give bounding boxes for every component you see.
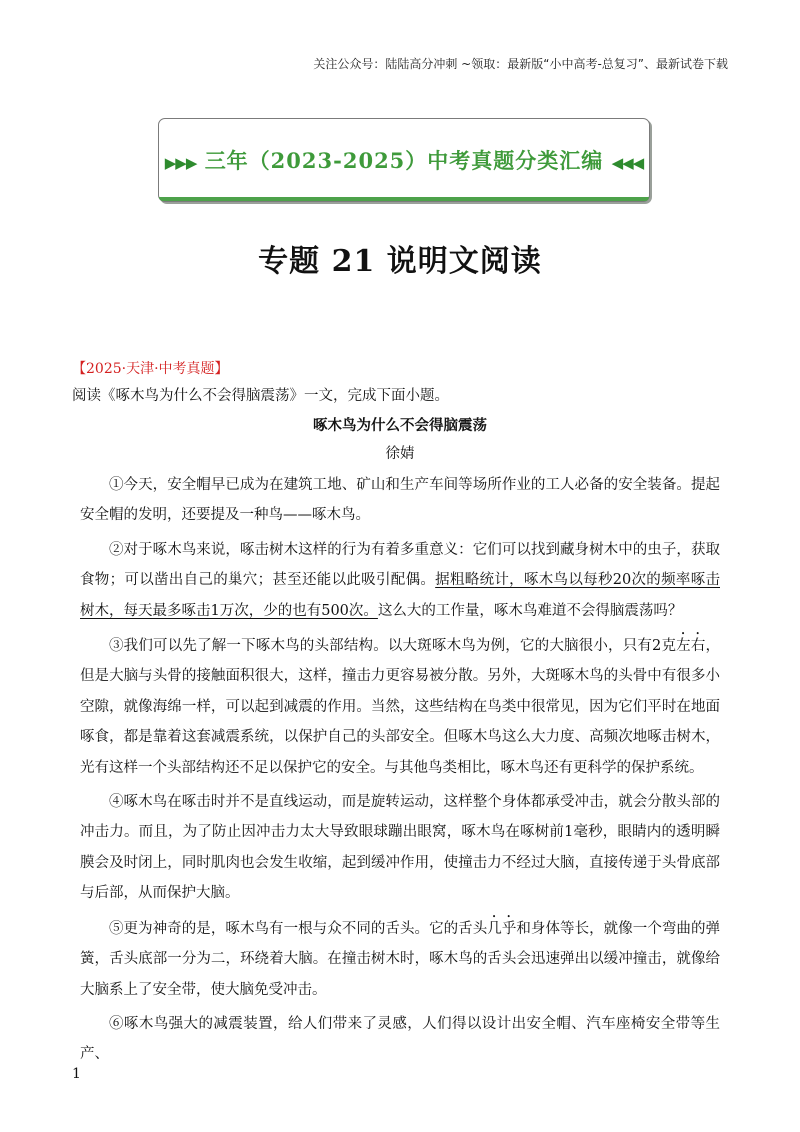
exam-source-label: 【2025·天津·中考真题】 bbox=[72, 361, 229, 377]
paragraph-2 bbox=[80, 535, 720, 626]
series-banner bbox=[158, 118, 650, 202]
banner-text-row bbox=[159, 145, 649, 175]
header-note: 关注公众号：陆陆高分冲刺 ~领取：最新版“小中高考-总复习”、最新试卷下载 bbox=[313, 57, 728, 71]
emphasized-word-zuoyou: 左右 bbox=[676, 638, 706, 655]
paragraph-3-end: ，但是大脑与头骨的接触面积很大，这样，撞击力更容易被分散。另外，大斑啄木鸟的头骨中有很多小空隙，就像海绵一样，可以起到减震的作用。当然，这些结构在鸟类中很常见，因为它们平时在地面啄食，都是靠着这套减震系统，以保护自己的头部安全。但啄木鸟这么大力度、高频次地啄击树木，光有这样一个头部结构还不足以保护它的安全。与其他鸟类相比，啄木鸟还有更科学的保护系统。 bbox=[80, 638, 720, 776]
underlined-sentence: 据粗略统计，啄木鸟以每秒20次的频率啄击树木，每天最多啄击1万次，少的也有500次。 bbox=[80, 572, 720, 619]
article-author: 徐婧 bbox=[385, 446, 415, 462]
reading-instruction: 阅读《啄木鸟为什么不会得脑震荡》一文，完成下面小题。 bbox=[72, 388, 449, 404]
banner-title: 三年（2023-2025）中考真题分类汇编 bbox=[204, 148, 604, 173]
emphasized-word-jihu: 几乎 bbox=[487, 920, 517, 937]
banner-right-arrows-icon: ◀◀◀ bbox=[611, 154, 644, 172]
paragraph-2-end: 这么大的工作量，啄木鸟难道不会得脑震荡吗？ bbox=[377, 602, 683, 619]
paragraph-6: ⑥啄木鸟强大的减震装置，给人们带来了灵感，人们得以设计出安全帽、汽车座椅安全带等生产、 bbox=[80, 1015, 720, 1063]
banner-bottom-stripe bbox=[159, 197, 649, 201]
paragraph-4: ④啄木鸟在啄击时并不是直线运动，而是旋转运动，这样整个身体都承受冲击，就会分散头部的冲击力。而且，为了防止因冲击力太大导致眼球蹦出眼窝，啄木鸟在啄树前1毫秒，眼睛内的透明瞬膜会及时闭上，同时肌肉也会发生收缩，起到缓冲作用，使撞击力不经过大脑，直接传递于头骨底部与后部，从而保护大脑。 bbox=[80, 794, 720, 902]
paragraph-5 bbox=[80, 913, 720, 1005]
paragraph-1: ①今天，安全帽早已成为在建筑工地、矿山和生产车间等场所作业的工人必备的安全装备。提起安全帽的发明，还要提及一种鸟——啄木鸟。 bbox=[80, 477, 720, 524]
paragraph-2-start: ②对于啄木鸟来说，啄击树木这样的行为有着多重意义：它们可以找到藏身树木中的虫子，获取食物；可以凿出自己的巢穴；甚至还能以此吸引配偶。 bbox=[80, 541, 720, 589]
paragraph-5-end: 和身体等长，就像一个弯曲的弹簧，舌头底部一分为二，环绕着大脑。在撞击树木时，啄木鸟的舌头会迅速弹出以缓冲撞击，就像给大脑系上了安全带，使大脑免受冲击。 bbox=[80, 920, 721, 998]
paragraph-3-start: ③我们可以先了解一下啄木鸟的头部结构。以大斑啄木鸟为例，它的大脑很小，只有2克 bbox=[109, 638, 677, 655]
page-title: 专题 21 说明文阅读 bbox=[258, 244, 542, 279]
article-body bbox=[80, 470, 720, 1074]
paragraph-5-start: ⑤更为神奇的是，啄木鸟有一根与众不同的舌头。它的舌头 bbox=[109, 920, 488, 937]
banner-left-arrows-icon: ▶▶▶ bbox=[164, 154, 197, 172]
page-number: 1 bbox=[72, 1066, 81, 1082]
article-title: 啄木鸟为什么不会得脑震荡 bbox=[313, 417, 487, 434]
paragraph-3 bbox=[80, 630, 720, 783]
